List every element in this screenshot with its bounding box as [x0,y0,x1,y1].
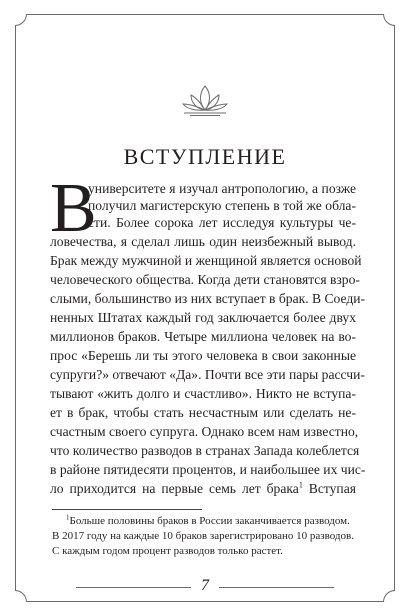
body-line: счастным своего супруга. Однако всем нам известно, [50,424,359,439]
footnote-line: В 2017 году на каждые 10 браков зарегистрировано 10 разводов. [52,530,354,542]
body-line: супруги?» отвечают «Да». Почти все эти пары рассчи- [50,367,365,382]
body-line: миллионов браков. Четыре миллиона человек на во- [50,329,356,344]
body-line-text: ло приходится на первые семь лет брака [50,481,299,496]
page-number: 7 [201,577,209,594]
frame-corner-top-left [15,14,27,26]
body-line: слыми, большинство из них вступает в брак. В Соеди- [50,291,366,306]
body-line-last [50,482,356,496]
chapter-title: ВСТУПЛЕНИЕ [123,144,287,169]
body-line: что количество разводов в странах Запада колеблется [50,443,360,458]
body-line: тывают «жить долго и счастливо». Никто не вступа- [50,386,356,401]
footnote-text: Больше половины браков в России заканчивается разводом. [69,515,350,527]
drop-cap-letter: В [50,170,97,247]
body-line: ловечества, я сделал лишь один неизбежный вывод. [50,234,356,249]
footnote-reference[interactable]: 1 [298,480,303,490]
footnote-divider [52,509,202,510]
body-line: получил магистерскую степень в той же обла- [88,198,356,213]
footnote-marker: 1 [66,513,70,522]
body-line: Брак между мужчиной и женщиной является основой [50,253,362,268]
body-line: ет в брак, чтобы стать несчастным или сделать не- [50,405,356,420]
body-line: прос «Берешь ли ты этого человека в свои законные [50,348,356,363]
body-line-tail: Вступая [302,481,356,496]
frame-corner-top-right [383,14,395,26]
body-line: сти. Более сорока лет исследуя культуры че- [88,215,356,230]
lotus-ornament-icon [174,82,236,118]
footnote-line: С каждым годом процент разводов только растет. [52,545,283,557]
body-line: университете я изучал антропологию, а позже [88,181,356,196]
body-line: в районе пятидесяти процентов, и наибольшее их чис- [50,462,366,477]
footnote-line [66,513,350,527]
body-line: ненных Штатах каждый год заключается более двух [50,310,356,325]
body-line: человеческого общества. Когда дети становятся взро- [50,272,360,287]
